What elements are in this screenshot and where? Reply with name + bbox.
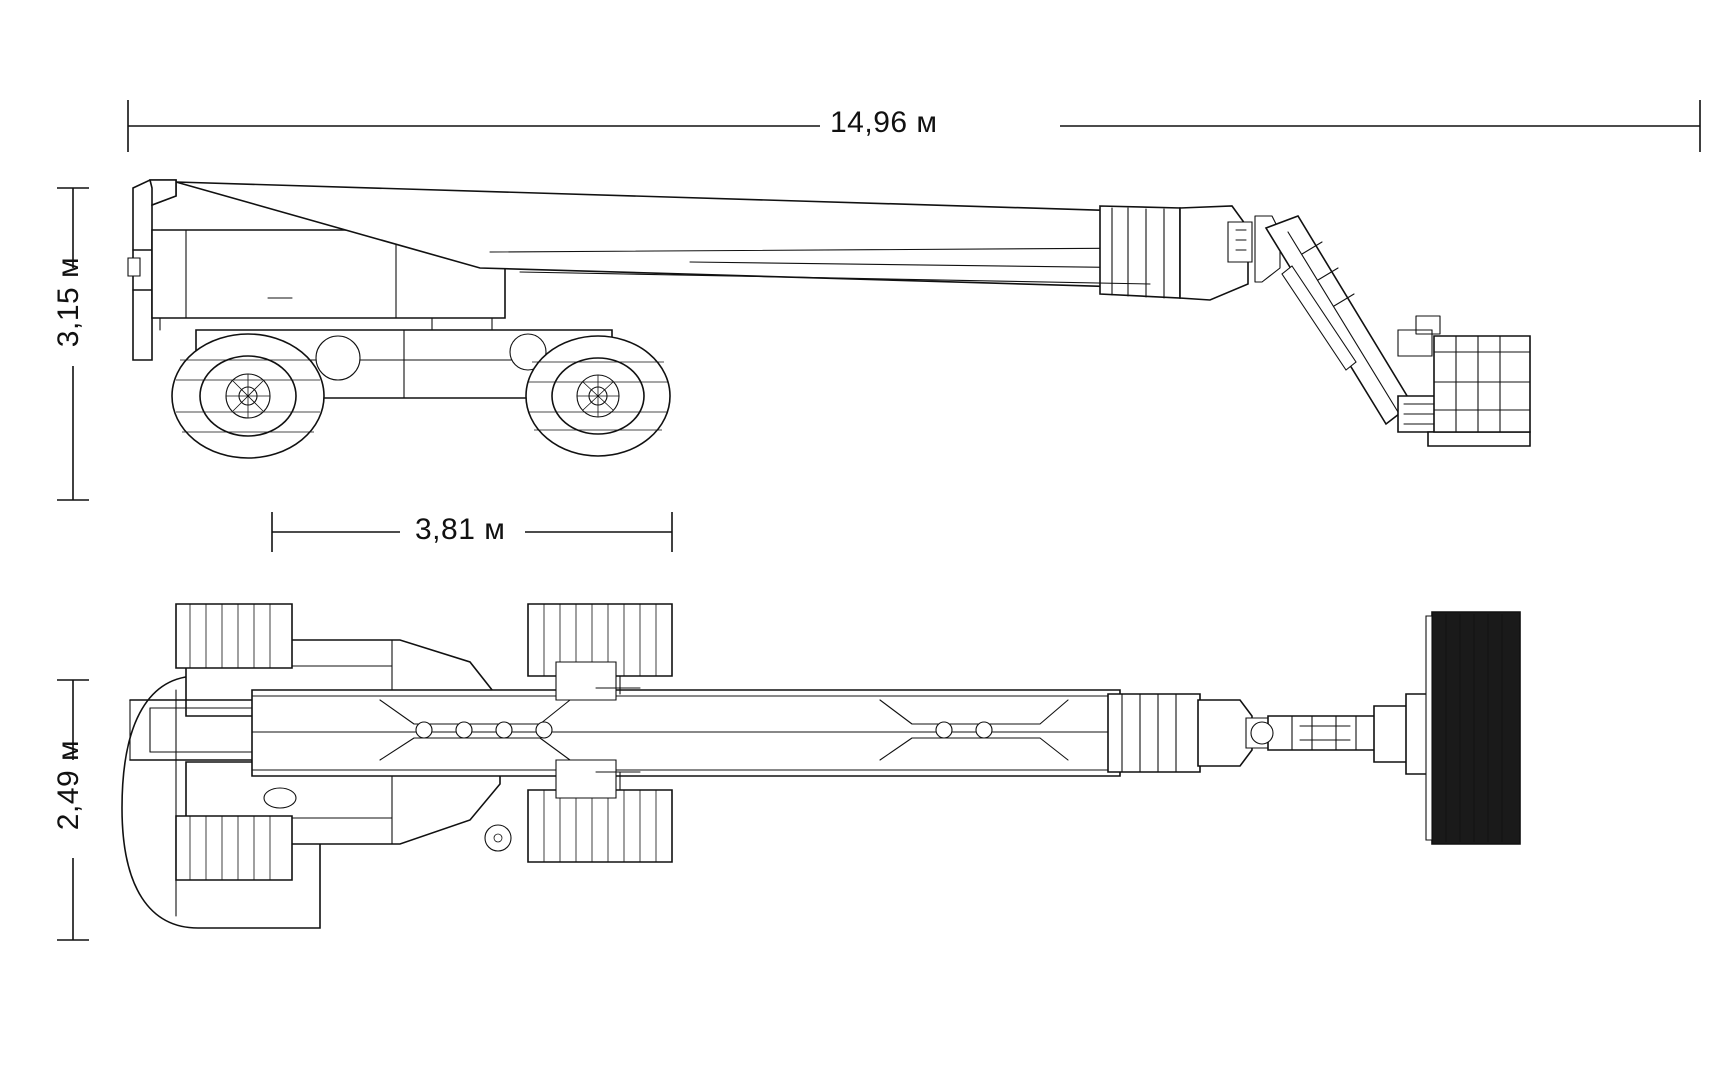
top-view-axle-block-rear (556, 760, 616, 798)
top-view-axle-block (556, 662, 616, 700)
top-view-group (122, 604, 1520, 928)
side-view-turret-hatch (128, 258, 140, 276)
top-view-jib (1268, 716, 1376, 750)
top-view-boom-hole-1 (416, 722, 432, 738)
top-view-boom-hole-4 (536, 722, 552, 738)
side-view-jib (1266, 216, 1412, 424)
side-view-ladder (152, 318, 176, 330)
side-view-jib-seam (1288, 232, 1398, 412)
dimension-line-overall-length (128, 100, 1700, 152)
side-view-wheel-front (526, 336, 670, 456)
top-view-boom-head (1198, 700, 1252, 766)
top-view-wheel-rear-left (176, 604, 292, 668)
side-view-platform-rail (1434, 336, 1530, 432)
side-view-upper-structure (150, 180, 176, 205)
side-view-platform-floor (1428, 432, 1530, 446)
top-view-deck-cap (264, 788, 296, 808)
top-view-boom-hole-3 (496, 722, 512, 738)
top-view-boom-hole-6 (976, 722, 992, 738)
top-view-jib-pivot (1251, 722, 1273, 744)
top-view-deck-port (485, 825, 511, 851)
top-view-wheel-rear-right (176, 816, 292, 880)
dimension-label-overall-height: 3,15 м (52, 256, 85, 348)
side-view-turntable-plate (432, 318, 492, 330)
dimension-line-wheelbase (272, 512, 672, 552)
dimension-label-overall-width: 2,49 м (52, 739, 85, 831)
top-view-boom-hole-5 (936, 722, 952, 738)
side-view-group (128, 180, 1530, 458)
dimension-label-wheelbase: 3,81 м (415, 513, 506, 546)
side-view-chassis-port-front (316, 336, 360, 380)
top-view-boom-hole-2 (456, 722, 472, 738)
side-view-boom-head-plate (1228, 222, 1252, 262)
top-view-platform-basket-frame (1426, 616, 1432, 840)
dimension-line-overall-width (57, 680, 89, 940)
dimension-label-overall-length: 14,96 м (830, 106, 938, 139)
side-view-wheel-rear (172, 334, 324, 458)
top-view-platform-basket (1432, 612, 1520, 844)
dimension-line-overall-height (57, 188, 89, 500)
